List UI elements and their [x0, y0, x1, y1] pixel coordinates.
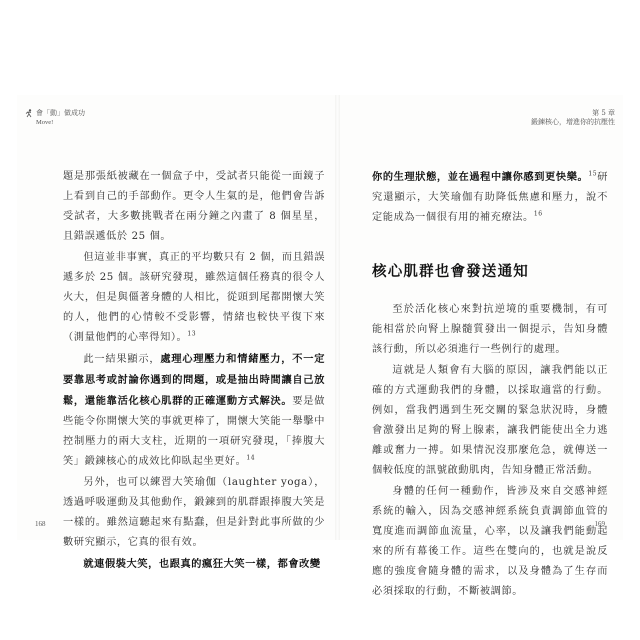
text-run: 此一結果顯示，: [83, 354, 161, 365]
chapter-title: 鍛鍊核心，增進你的抗壓性: [531, 118, 615, 126]
paragraph: [372, 300, 608, 360]
text-run: 研究還顯示，大笑瑜伽有助降低焦慮和壓力，說不定能成為一個很有用的補充療法。: [372, 172, 608, 223]
bold-text-run: 你的生理狀態，並在過程中讓你感到更快樂。: [372, 171, 589, 183]
left-page: [17, 95, 333, 570]
paragraph: [63, 349, 325, 472]
book-title: 會「動」做成功: [36, 109, 85, 117]
text-run: 題是那張紙被藏在一個盒子中，受試者只能從一面鏡子上看到自己的手部動作。更令人生氣的是，他們會告訴受試者，大多數挑戰者在兩分鐘之內畫了 8 個星星，且錯誤遞低於 25 個。: [63, 171, 325, 242]
paragraph: [63, 248, 325, 348]
paragraph: [63, 167, 325, 247]
paragraph: [372, 482, 608, 602]
section-heading: 核心肌群也會發送通知: [372, 263, 529, 280]
footnote-marker: 14: [246, 454, 256, 462]
text-run: 另外，也可以練習大笑瑜伽（laughter yoga），透過呼吸運動及其他動作，鍛鍊到的肌群跟捧腹大笑是一樣的。雖然這聽起來有點蠢，但是針對此事所做的少數研究顯示，它真的很有效。: [63, 477, 325, 548]
footnote-marker: 15: [588, 170, 598, 178]
running-figure-icon: [25, 109, 33, 118]
running-head-chapter: [485, 109, 615, 127]
left-page-body: [63, 167, 325, 576]
bold-text-run: 就連假裝大笑，也跟真的瘋狂大笑一樣，都會改變: [83, 558, 321, 570]
book-gutter: [335, 95, 340, 540]
chapter-number: 第 5 章: [592, 109, 615, 117]
running-head-book-title: [25, 109, 145, 127]
paragraph: [372, 361, 608, 481]
paragraph: [63, 473, 325, 553]
text-run: 這就是人類會有大腦的原因，讓我們能以正確的方式運動我們的身體，以採取適當的行動。例如，當我們遇到生死交關的緊急狀況時，身體會激發出足夠的腎上腺素，讓我們能使出全力逃離或奮力一搏。如果情況沒那麼危急，就傳送一個較低度的訊號啟動肌肉，告知身體正常活動。: [372, 365, 608, 476]
intro-paragraph: [372, 167, 608, 228]
text-run: 但這並非事實，真正的平均數只有 2 個，而且錯誤遞多於 25 個。該研究發現，雖然這個任務真的很令人火大，但是與僵著身體的人相比，從頭到尾都開懷大笑的人，他們的心情較不受影響，情緒也較快平復下來（測量他們的心率得知）。: [63, 252, 325, 343]
text-run: 要是做些能令你開懷大笑的事就更棒了，開懷大笑能一舉擊中控制壓力的兩大支柱，近期的一項研究發現，「捧腹大笑」鍛鍊核心的成效比仰臥起坐更好。: [63, 396, 325, 467]
footnote-marker: 16: [533, 210, 543, 218]
page-number-right: 169: [594, 520, 605, 528]
right-paragraphs: [372, 300, 608, 602]
right-page-body: [372, 167, 608, 603]
footnote-marker: 13: [187, 330, 197, 338]
book-spread: [17, 95, 623, 597]
page-number-left: 168: [35, 520, 46, 528]
paragraph: [63, 554, 325, 575]
book-subtitle: Move!: [36, 119, 54, 126]
text-run: 至於活化核心來對抗逆境的重要機制，有可能相當於向腎上腺髓質發出一個提示，告知身體該行動，所以必須進行一些例行的處理。: [372, 304, 608, 355]
text-run: 身體的任何一種動作，皆涉及來自交感神經系統的輸入，因為交感神經系統負責調節血管的寬度進而調節血流量，心率，以及讓我們能動起來的所有幕後工作。這些在雙向的，也就是說反應的強度會隨身體的需求，以及身體為了生存而必須採取的行動，不斷被調節。: [372, 486, 608, 597]
bold-text-run: 處理心理壓力和情緒壓力，不一定要靠思考或討論你遇到的問題，或是抽出時間讓自己放鬆，還能靠活化核心肌群的正確運動方式解決。: [63, 353, 326, 407]
right-page: [342, 95, 623, 597]
